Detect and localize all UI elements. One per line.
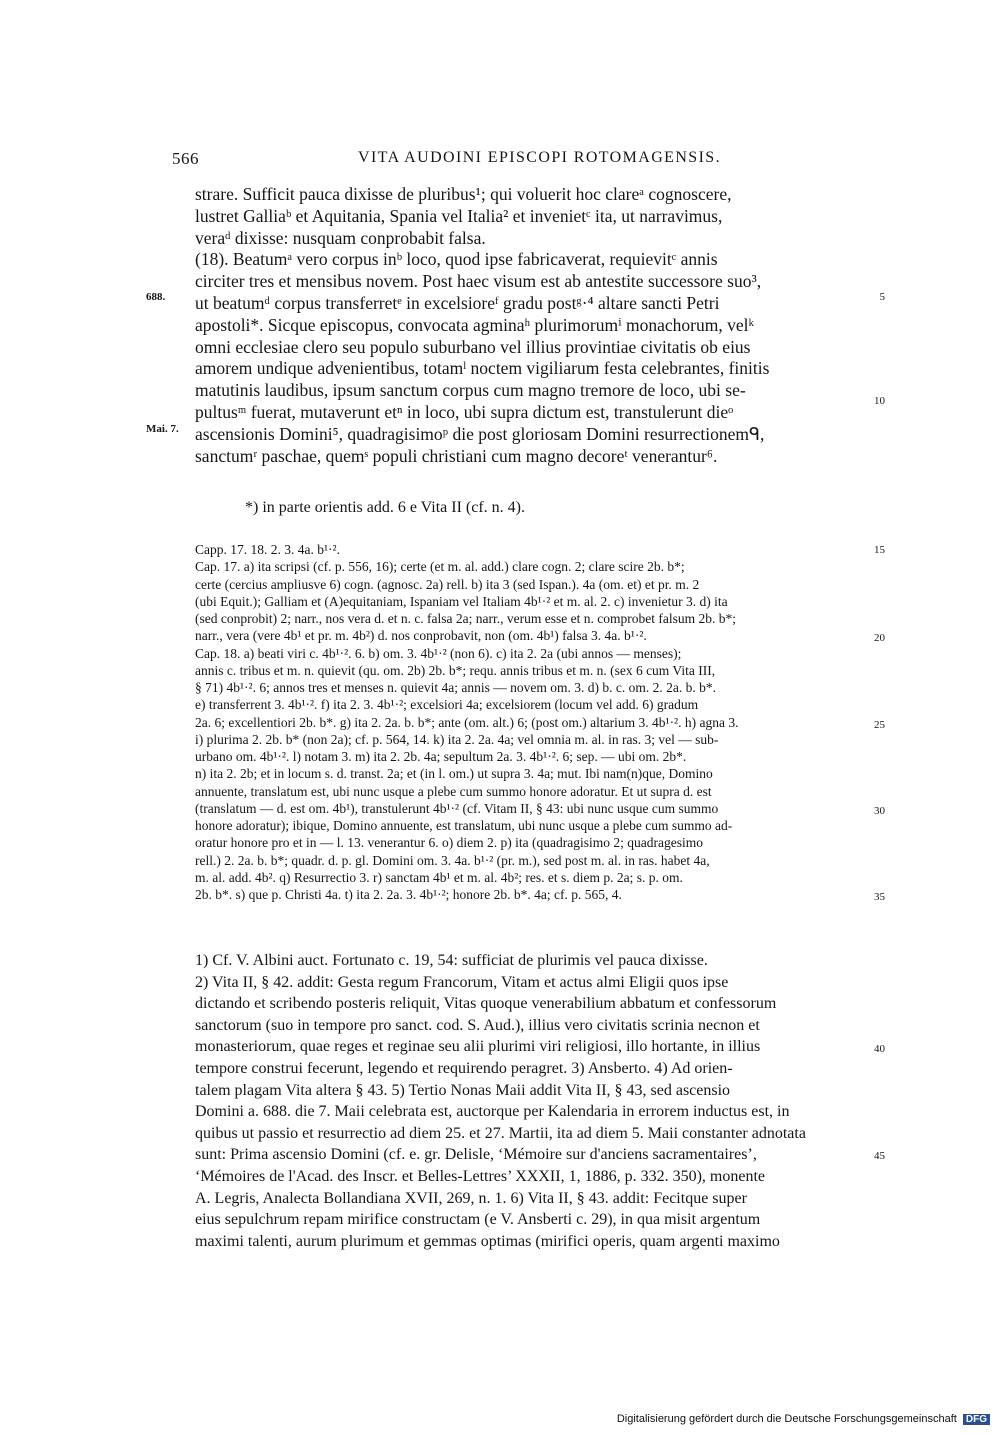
running-header xyxy=(172,149,862,175)
text-line: matutinis laudibus, ipsum sanctum corpus cum magno tremore de loco, ubi se- xyxy=(195,380,746,401)
apparatus-line: Cap. 18. a) beati viri c. 4b¹·². 6. b) om. 3. 4b¹·² (non 6). c) ita 2. 2a (ubi annos — menses); xyxy=(195,645,682,661)
line-number: 40 xyxy=(874,1043,885,1055)
apparatus-line: n) ita 2. 2b; et in locum s. d. transt. 2a; et (in l. om.) ut supra 3. 4a; mut. Ibi nam(n)que, Domino xyxy=(195,766,713,782)
footer-credit xyxy=(617,1413,990,1425)
apparatus-line: annis c. tribus et m. n. quievit (qu. om. 2b) 2b. b*; requ. annis tribus et m. n. (sex 6 cum Vita III, xyxy=(195,662,716,678)
footnote-line: quibus ut passio et resurrectio ad diem 25. et 27. Martii, ita ad diem 5. Maii constanter adnotata xyxy=(195,1124,806,1142)
apparatus-line: Capp. 17. 18. 2. 3. 4a. b¹·². xyxy=(195,542,340,557)
line-number: 15 xyxy=(874,544,885,556)
footnote-line: A. Legris, Analecta Bollandiana XVII, 269, n. 1. 6) Vita II, § 43. addit: Fecitque super xyxy=(195,1189,747,1207)
footnote-line: talem plagam Vita altera § 43. 5) Tertio Nonas Maii addit Vita II, § 43, sed ascensio xyxy=(195,1081,731,1099)
line-number: 5 xyxy=(879,291,885,303)
apparatus-line: Cap. 17. a) ita scripsi (cf. p. 556, 16); certe (et m. al. add.) clare cogn. 2; clare scire 2b. b*; xyxy=(195,559,685,575)
text-line: lustret Galliaᵇ et Aquitania, Spania vel Italia² et invenietᶜ ita, ut narravimus, xyxy=(195,205,723,226)
footnote-line: tempore construi fecerunt, legendo et requirendo peragret. 3) Ansberto. 4) Ad orien- xyxy=(195,1060,733,1077)
apparatus-line: oratur honore pro et in — l. 13. venerantur 6. o) diem 2. p) ita (quadragisimo 2; quadragesimo xyxy=(195,835,703,851)
line-number: 25 xyxy=(874,719,885,731)
text-line: circiter tres et mensibus novem. Post haec visum est ab antestite successore suo³, xyxy=(195,271,762,292)
footnote-line: 1) Cf. V. Albini auct. Fortunato c. 19, 54: sufficiat de plurimis vel pauca dixisse. xyxy=(195,952,708,969)
apparatus-line: i) plurima 2. 2b. b* (non 2a); cf. p. 564, 14. k) ita 2. 2a. 4a; vel omnia m. al. in ras. 3; vel — sub- xyxy=(195,731,719,747)
line-number: 45 xyxy=(874,1150,885,1162)
apparatus-line: urbano om. 4b¹·². l) notam 3. m) ita 2. 2b. 4a; sepultum 2a. 3. 4b¹·². 6; sep. — ubi om. 2b*. xyxy=(195,749,687,764)
footnote-line: maximi talenti, aurum plurimum et gemmas optimas (mirifici operis, quam argenti maximo xyxy=(195,1232,780,1250)
star-note-line: *) in parte orientis add. 6 e Vita II (cf. n. 4). xyxy=(245,499,525,516)
text-line: ut beatumᵈ corpus transferretᵉ in excelsioreᶠ gradu postᵍ·⁴ altare sancti Petri xyxy=(195,293,720,313)
margin-date: 688. xyxy=(146,291,166,303)
footnote-line: monasteriorum, quae reges et reginae seu alii plurimi viri religiosi, illo hortante, in illius xyxy=(195,1038,761,1056)
line-number: 30 xyxy=(874,805,885,817)
apparatus-line: certe (cercius ampliusve 6) cogn. (agnosc. 2a) rell. b) ita 3 (sed Ispan.). 4a (om. et) et pr. m. 2 xyxy=(195,576,700,592)
text-line: apostoli*. Sicque episcopus, convocata agminaʰ plurimorumⁱ monachorum, velᵏ xyxy=(195,314,754,335)
footnote-line: sanctorum (suo in tempore pro sanct. cod. S. Aud.), illius vero civitatis scrinia necnon et xyxy=(195,1016,760,1034)
line-number: 35 xyxy=(874,891,885,903)
footnote-line: sunt: Prima ascensio Domini (cf. e. gr. Delisle, ‘Mémoire sur d'anciens sacramentaires’, xyxy=(195,1146,757,1164)
text-line: ascensionis Domini⁵, quadragisimoᵖ die post gloriosam Domini resurrectionemᑫ, xyxy=(195,423,765,444)
running-title: VITA AUDOINI EPISCOPI ROTOMAGENSIS. xyxy=(358,149,721,166)
line-number: 20 xyxy=(874,632,885,644)
footer-text: Digitalisierung gefördert durch die Deutsche Forschungsgemeinschaft xyxy=(616,1413,957,1425)
line-number: 10 xyxy=(874,395,885,407)
text-line: sanctumʳ paschae, quemˢ populi christiani cum magno decoreᵗ venerantur⁶. xyxy=(195,445,718,466)
apparatus-line: honore adoratur); ibique, Domino annuente, est translatum, ubi nunc usque a plebe cum summo ad- xyxy=(195,818,733,833)
dfg-logo: DFG xyxy=(963,1414,990,1425)
text-line: pultusᵐ fuerat, mutaverunt etⁿ in loco, ubi supra dictum est, transtulerunt dieᵒ xyxy=(195,402,734,422)
footnote-line: eius sepulchrum repam mirifice constructam (e V. Ansberti c. 29), in qua misit argentum xyxy=(195,1211,761,1229)
apparatus-line: (translatum — d. est om. 4b¹), transtulerunt 4b¹·² (cf. Vitam II, § 43: ubi nunc usque cum summo xyxy=(195,800,719,816)
margin-date: Mai. 7. xyxy=(146,423,179,435)
footnote-line: ‘Mémoires de l'Acad. des Inscr. et Belles-Lettres’ XXXII, 1, 1886, p. 332. 350), monente xyxy=(195,1168,765,1185)
page-number: 566 xyxy=(172,149,199,168)
text-line: omni ecclesiae clero seu populo suburbano vel illius provintiae civitatis ob eius xyxy=(195,336,751,357)
footnote-line: dictando et scribendo posteris reliquit, Vitas quoque venerabilium abbatum et confessorum xyxy=(195,995,777,1013)
apparatus-line: (ubi Equit.); Galliam et (A)equitaniam, Ispaniam vel Italiam 4b¹·² et m. al. 2. c) invenietur 3. d) ita xyxy=(195,593,728,609)
text-line: (18). Beatumᵃ vero corpus inᵇ loco, quod ipse fabricaverat, requievitᶜ annis xyxy=(195,249,718,270)
footnote-line: 2) Vita II, § 42. addit: Gesta regum Francorum, Vitam et actus almi Eligii quos ipse xyxy=(195,973,729,991)
apparatus-line: e) transferrent 3. 4b¹·². f) ita 2. 3. 4b¹·²; excelsiori 4a; excelsiorem (locum vel add. 6) gradum xyxy=(195,697,699,713)
apparatus-line: (sed conprobit) 2; narr., nos vera d. et n. c. falsa 2a; narr., verum esse et n. comprobet falsum 2b. b*; xyxy=(195,611,736,626)
apparatus-line: rell.) 2. 2a. b. b*; quadr. d. p. gl. Domini om. 3. 4a. b¹·² (pr. m.), sed post m. al. in ras. habet 4a, xyxy=(195,852,710,868)
footnote-line: Domini a. 688. die 7. Maii celebrata est, auctorque per Kalendaria in errorem inductus est, in xyxy=(195,1103,790,1121)
text-line: veraᵈ dixisse: nusquam conprobabit falsa. xyxy=(195,227,486,248)
text-line: strare. Sufficit pauca dixisse de pluribus¹; qui voluerit hoc clareᵃ cognoscere, xyxy=(195,184,732,204)
apparatus-line: 2b. b*. s) que p. Christi 4a. t) ita 2. 2a. 3. 4b¹·²; honore 2b. b*. 4a; cf. p. 565, 4. xyxy=(195,887,622,902)
apparatus-line: annuente, translatum est, ubi nunc usque a plebe cum summo honore adoratur. Et ut supra d. est xyxy=(195,783,712,799)
apparatus-line: m. al. add. 4b². q) Resurrectio 3. r) sanctam 4b¹ et m. al. 4b²; res. et s. diem p. 2a; s. p. om. xyxy=(195,869,683,885)
apparatus-line: narr., vera (vere 4b¹ et pr. m. 4b²) d. nos conprobavit, non (om. 4b¹) falsa 3. 4a. b¹·². xyxy=(195,628,647,644)
apparatus-line: 2a. 6; excellentiori 2b. b*. g) ita 2. 2a. b. b*; ante (om. alt.) 6; (post om.) altarium 3. 4b¹·². h) agna 3. xyxy=(195,714,739,730)
text-line: amorem undique advenientibus, totamˡ noctem vigiliarum festa celebrantes, finitis xyxy=(195,358,770,379)
apparatus-line: § 71) 4b¹·². 6; annos tres et menses n. quievit 4a; annis — novem om. 3. d) b. c. om. 2. 2a. b. b*. xyxy=(195,680,717,695)
